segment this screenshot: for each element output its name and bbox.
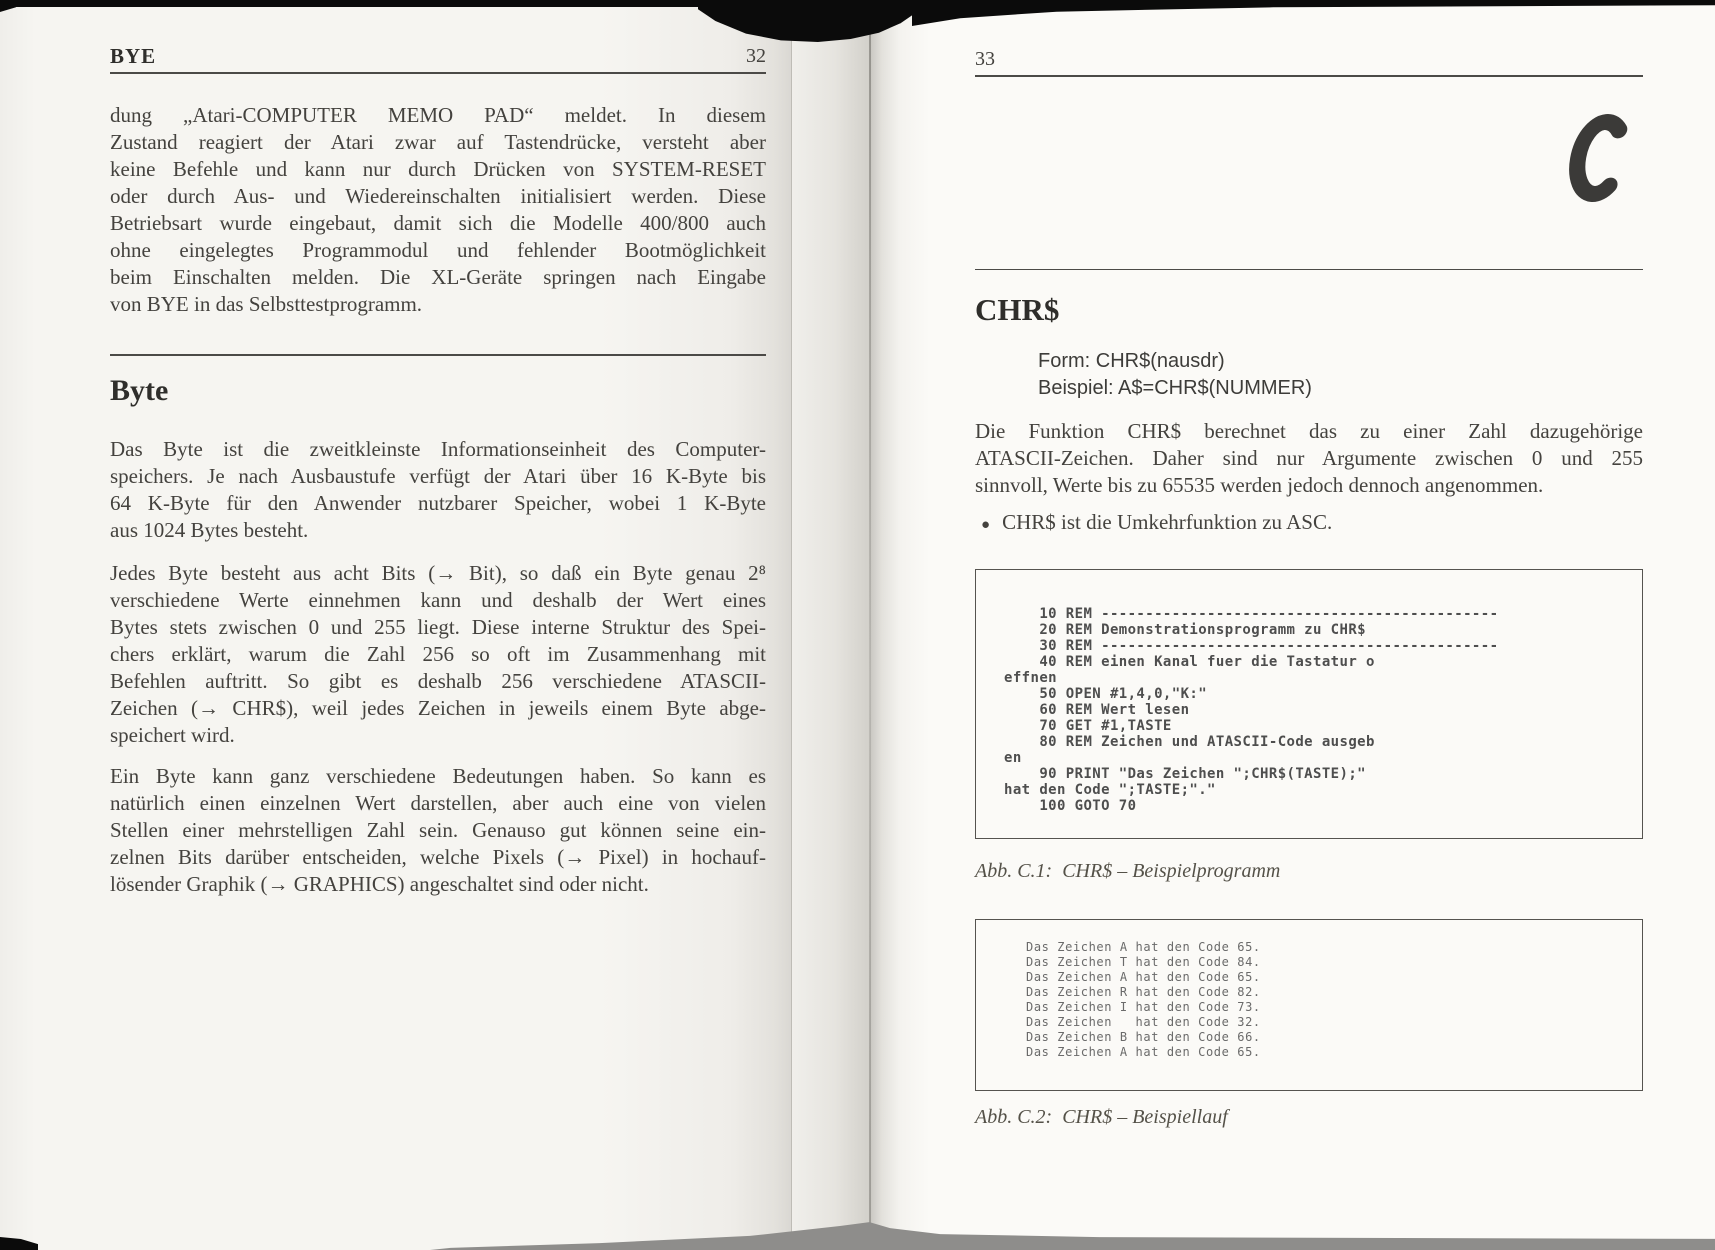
byte-paragraph-3 xyxy=(110,763,766,898)
text-line: 30 REM --------------------------------------------- xyxy=(1004,638,1499,655)
example-line: Beispiel: A$=CHR$(NUMMER) xyxy=(1038,377,1312,400)
text-line: Das Zeichen hat den Code 32. xyxy=(1026,1015,1261,1030)
text-line: en xyxy=(1004,750,1022,767)
text-line: Das Zeichen I hat den Code 73. xyxy=(1026,1000,1261,1015)
text-line: effnen xyxy=(1004,670,1057,687)
text-line: 70 GET #1,TASTE xyxy=(1004,718,1172,735)
figure-caption-2: Abb. C.2: CHR$ – Beispiellauf xyxy=(975,1106,1228,1129)
form-line: Form: CHR$(nausdr) xyxy=(1038,350,1225,373)
figure-caption-1: Abb. C.1: CHR$ – Beispielprogramm xyxy=(975,860,1281,883)
text-line: 90 PRINT "Das Zeichen ";CHR$(TASTE);" xyxy=(1004,766,1366,783)
text-line: 10 REM --------------------------------------------- xyxy=(1004,606,1499,623)
page-number-left: 32 xyxy=(746,45,766,67)
text-line: speichert wird. xyxy=(110,723,235,747)
syntax-block xyxy=(975,348,1643,402)
text-line: 60 REM Wert lesen xyxy=(1004,702,1190,719)
chapter-letter xyxy=(1563,108,1633,208)
bullet-icon: ● xyxy=(981,517,991,534)
text-line: Das Zeichen B hat den Code 66. xyxy=(1026,1030,1261,1045)
text-line: lösender Graphik (→ GRAPHICS) angeschaltet sind oder nicht. xyxy=(110,872,649,896)
bullet-text: CHR$ ist die Umkehrfunktion zu ASC. xyxy=(1002,510,1333,535)
text-line: zelnen Bits darüber entscheiden, welche Pixels (→ Pixel) in hochauf- xyxy=(110,845,766,869)
running-header: BYE xyxy=(110,44,157,68)
output-box xyxy=(975,919,1643,1091)
text-line: Ein Byte kann ganz verschiedene Bedeutungen haben. So kann es xyxy=(110,764,766,788)
header-rule-left xyxy=(110,72,766,74)
right-page-header xyxy=(975,48,1643,70)
text-line: Bytes stets zwischen 0 und 255 liegt. Diese interne Struktur des Spei- xyxy=(110,615,766,639)
text-line: Das Zeichen R hat den Code 82. xyxy=(1026,985,1261,1000)
text-line: keine Befehle und kann nur durch Drücken von SYSTEM-RESET xyxy=(110,157,766,181)
right-page xyxy=(975,48,1643,1129)
text-line: aus 1024 Bytes besteht. xyxy=(110,518,309,542)
description-paragraph xyxy=(975,418,1643,499)
text-line: speichers. Je nach Ausbaustufe verfügt der Atari über 16 K-Byte bis xyxy=(110,464,766,488)
left-page xyxy=(110,45,766,898)
text-line: 50 OPEN #1,4,0,"K:" xyxy=(1004,686,1208,703)
chapter-letter-c-glyph xyxy=(1563,108,1633,208)
text-line: 20 REM Demonstrationsprogramm zu CHR$ xyxy=(1004,622,1366,639)
text-line: Zustand reagiert der Atari zwar auf Tastendrücke, versteht aber xyxy=(110,130,766,154)
text-line: von BYE in das Selbsttestprogramm. xyxy=(110,292,423,316)
section-divider-rule xyxy=(110,354,766,356)
scan-band-top-left xyxy=(0,0,765,7)
header-rule-right xyxy=(975,75,1643,77)
text-line: 80 REM Zeichen und ATASCII-Code ausgeb xyxy=(1004,734,1375,751)
text-line: Die Funktion CHR$ berechnet das zu einer Zahl dazugehörige xyxy=(975,419,1643,444)
text-line: dung „Atari-COMPUTER MEMO PAD“ meldet. In diesem xyxy=(110,103,766,127)
text-line: Das Zeichen A hat den Code 65. xyxy=(1026,940,1261,955)
text-line: 40 REM einen Kanal fuer die Tastatur o xyxy=(1004,654,1375,671)
text-line: Befehlen auftritt. So gibt es deshalb 256 verschiedene ATASCII- xyxy=(110,669,766,693)
intro-paragraph xyxy=(110,102,766,318)
text-line: beim Einschalten melden. Die XL-Geräte springen nach Eingabe xyxy=(110,265,766,289)
text-line: ohne eingelegtes Programmodul und fehlender Bootmöglichkeit xyxy=(110,238,766,262)
left-page-edge-line xyxy=(791,0,792,1250)
bullet-item xyxy=(975,509,1643,539)
text-line: Das Zeichen T hat den Code 84. xyxy=(1026,955,1261,970)
text-line: 100 GOTO 70 xyxy=(1004,798,1137,815)
text-line: Das Zeichen A hat den Code 65. xyxy=(1026,970,1261,985)
text-line: Das Byte ist die zweitkleinste Informationseinheit des Computer- xyxy=(110,437,766,461)
left-page-header xyxy=(110,45,766,67)
section-heading-byte: Byte xyxy=(110,374,169,407)
code-listing-box xyxy=(975,569,1643,839)
page-number-right: 33 xyxy=(975,48,995,70)
function-heading: CHR$ xyxy=(975,292,1060,328)
text-line: verschiedene Werte einnehmen kann und deshalb der Wert eines xyxy=(110,588,766,612)
text-line: ATASCII-Zeichen. Daher sind nur Argumente zwischen 0 und 255 xyxy=(975,446,1643,471)
text-line: Zeichen (→ CHR$), weil jedes Zeichen in jeweils einem Byte abge- xyxy=(110,696,766,720)
text-line: Jedes Byte besteht aus acht Bits (→ Bit), so daß ein Byte genau 2⁸ xyxy=(110,561,766,585)
byte-paragraph-2 xyxy=(110,560,766,749)
text-line: oder durch Aus- und Wiedereinschalten initialisiert werden. Diese xyxy=(110,184,766,208)
text-line: chers erklärt, warum die Zahl 256 so oft im Zusammenhang mit xyxy=(110,642,766,666)
text-line: 64 K-Byte für den Anwender nutzbarer Speicher, wobei 1 K-Byte xyxy=(110,491,766,515)
text-line: Das Zeichen A hat den Code 65. xyxy=(1026,1045,1261,1060)
text-line: Betriebsart wurde eingebaut, damit sich die Modelle 400/800 auch xyxy=(110,211,766,235)
text-line: sinnvoll, Werte bis zu 65535 werden jedoch dennoch angenommen. xyxy=(975,473,1544,498)
section-rule xyxy=(975,269,1643,271)
spine-crease xyxy=(869,0,871,1250)
text-line: natürlich einen einzelnen Wert darstellen, aber auch eine von vielen xyxy=(110,791,766,815)
gutter-paper xyxy=(792,0,870,1250)
byte-paragraph-1 xyxy=(110,436,766,544)
text-line: hat den Code ";TASTE;"." xyxy=(1004,782,1216,799)
text-line: Stellen einer mehrstelligen Zahl sein. Genauso gut können seine ein- xyxy=(110,818,766,842)
